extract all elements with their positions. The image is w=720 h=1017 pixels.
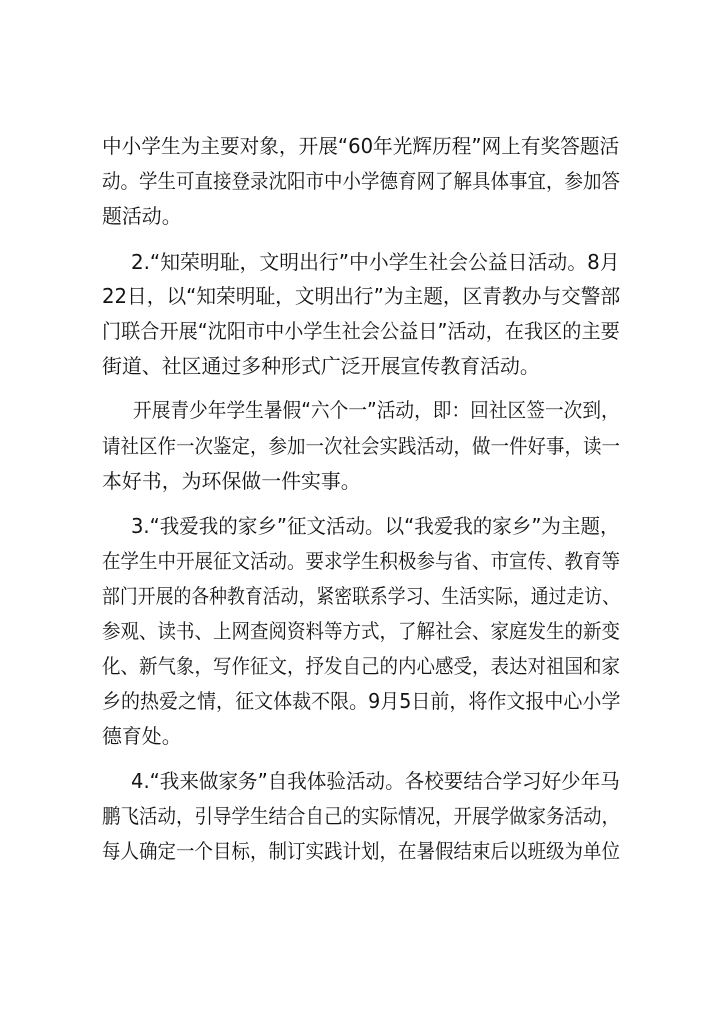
text-line: 中小学生为主要对象，开展“60年光辉历程”网上有奖答题活 xyxy=(102,134,620,158)
text-line: 4.“我来做家务”自我体验活动。各校要结合学习好少年马 xyxy=(131,769,620,793)
text-line: 鹏飞活动，引导学生结合自己的实际情况，开展学做家务活动， xyxy=(102,804,620,828)
text-line: 门联合开展“沈阳市中小学生社会公益日”活动，在我区的主要 xyxy=(102,319,620,343)
text-line: 部门开展的各种教育活动，紧密联系学习、生活实际，通过走访、 xyxy=(102,584,620,608)
text-line: 每人确定一个目标，制订实践计划，在暑假结束后以班级为单位 xyxy=(102,839,620,863)
text-line: 参观、读书、上网查阅资料等方式，了解社会、家庭发生的新变 xyxy=(102,619,620,643)
text-line: 动。学生可直接登录沈阳市中小学德育网了解具体事宜，参加答 xyxy=(102,169,620,193)
text-line: 本好书，为环保做一件实事。 xyxy=(102,469,361,493)
text-line: 2.“知荣明耻，文明出行”中小学生社会公益日活动。8月 xyxy=(131,250,620,274)
text-line: 街道、社区通过多种形式广泛开展宣传教育活动。 xyxy=(102,354,540,378)
text-line: 3.“我爱我的家乡”征文活动。以“我爱我的家乡”为主题， xyxy=(131,514,620,538)
text-line: 在学生中开展征文活动。要求学生积极参与省、市宣传、教育等 xyxy=(102,549,620,573)
text-line: 题活动。 xyxy=(102,204,182,228)
text-line: 化、新气象，写作征文，抒发自己的内心感受，表达对祖国和家 xyxy=(102,654,620,678)
text-line: 乡的热爱之情，征文体裁不限。9月5日前，将作文报中心小学 xyxy=(102,689,621,713)
text-line: 22日，以“知荣明耻，文明出行”为主题，区青教办与交警部 xyxy=(102,284,621,308)
text-line: 德育处。 xyxy=(102,724,182,748)
text-line: 开展青少年学生暑假“六个一”活动，即：回社区签一次到， xyxy=(133,398,620,422)
text-line: 请社区作一次鉴定，参加一次社会实践活动，做一件好事，读一 xyxy=(102,434,620,458)
